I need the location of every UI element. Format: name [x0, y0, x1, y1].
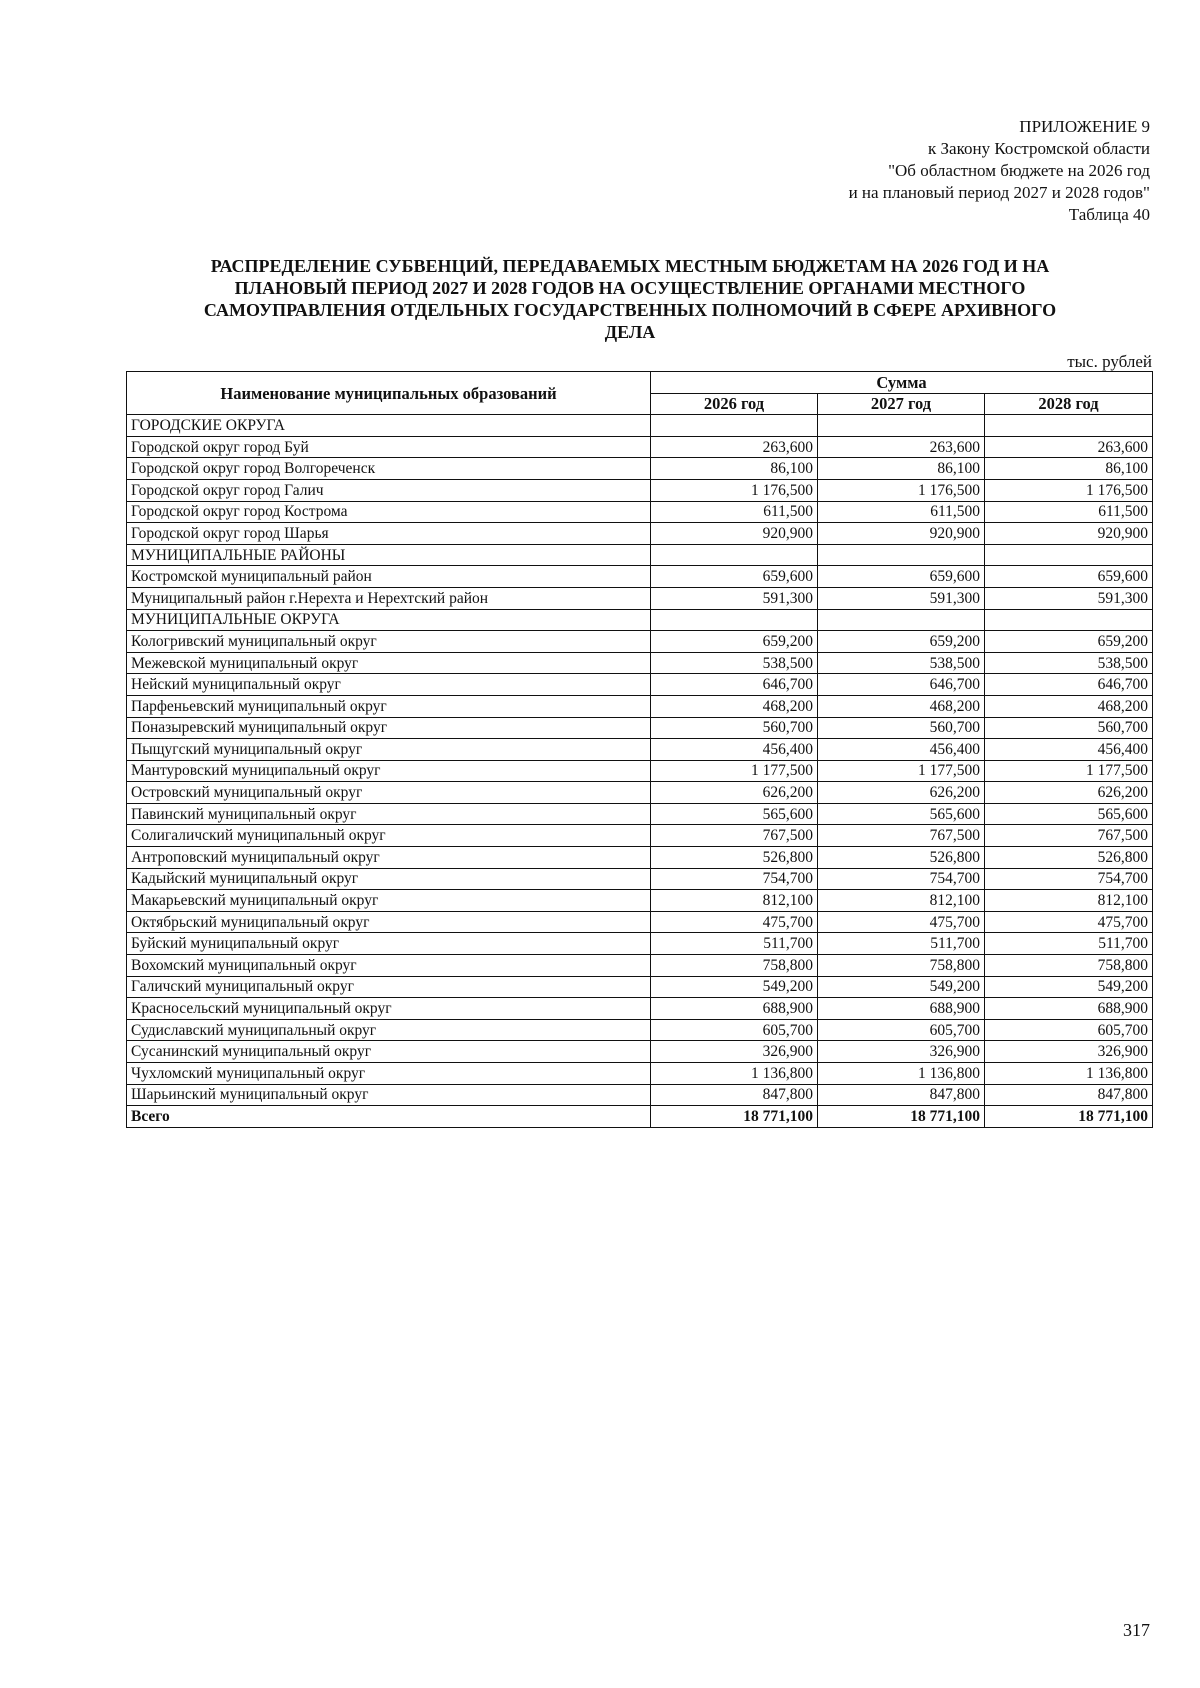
value-2028: 688,900 — [985, 998, 1153, 1020]
value-2028: 560,700 — [985, 717, 1153, 739]
row-name: Городской округ город Галич — [127, 479, 651, 501]
value-2026: 754,700 — [651, 868, 818, 890]
value-2026: 659,200 — [651, 631, 818, 653]
value-2028: 812,100 — [985, 890, 1153, 912]
value-2027: 688,900 — [818, 998, 985, 1020]
value-2026: 326,900 — [651, 1041, 818, 1063]
value-2027: 754,700 — [818, 868, 985, 890]
value-2028: 511,700 — [985, 933, 1153, 955]
value-2028: 920,900 — [985, 523, 1153, 545]
value-2027: 565,600 — [818, 803, 985, 825]
row-name: Парфеньевский муниципальный округ — [127, 695, 651, 717]
value-2027: 812,100 — [818, 890, 985, 912]
value-2028: 538,500 — [985, 652, 1153, 674]
table-row — [127, 695, 1153, 717]
value-2027 — [818, 544, 985, 566]
row-name: МУНИЦИПАЛЬНЫЕ ОКРУГА — [127, 609, 651, 631]
header-year-2027: 2027 год — [818, 393, 985, 415]
value-2028: 605,700 — [985, 1019, 1153, 1041]
table-row — [127, 1041, 1153, 1063]
value-2026 — [651, 609, 818, 631]
row-name: Мантуровский муниципальный округ — [127, 760, 651, 782]
header-name: Наименование муниципальных образований — [127, 372, 651, 415]
row-name: ГОРОДСКИЕ ОКРУГА — [127, 415, 651, 437]
row-name: Макарьевский муниципальный округ — [127, 890, 651, 912]
row-name: Городской округ город Буй — [127, 436, 651, 458]
row-name: Межевской муниципальный округ — [127, 652, 651, 674]
row-name: Островский муниципальный округ — [127, 782, 651, 804]
row-name: Октябрьский муниципальный округ — [127, 911, 651, 933]
table-row — [127, 415, 1153, 437]
value-2026: 659,600 — [651, 566, 818, 588]
value-2028 — [985, 415, 1153, 437]
total-2028: 18 771,100 — [985, 1106, 1153, 1128]
value-2027: 646,700 — [818, 674, 985, 696]
row-name: Городской округ город Шарья — [127, 523, 651, 545]
value-2027: 326,900 — [818, 1041, 985, 1063]
value-2028: 468,200 — [985, 695, 1153, 717]
value-2026: 86,100 — [651, 458, 818, 480]
value-2026: 1 176,500 — [651, 479, 818, 501]
table-row — [127, 631, 1153, 653]
value-2027: 659,200 — [818, 631, 985, 653]
value-2026: 456,400 — [651, 739, 818, 761]
value-2026: 565,600 — [651, 803, 818, 825]
table-row — [127, 782, 1153, 804]
page-number: 317 — [1123, 1620, 1150, 1640]
value-2027: 526,800 — [818, 847, 985, 869]
table-row — [127, 998, 1153, 1020]
total-2027: 18 771,100 — [818, 1106, 985, 1128]
value-2027: 86,100 — [818, 458, 985, 480]
value-2027: 538,500 — [818, 652, 985, 674]
value-2027: 560,700 — [818, 717, 985, 739]
units-label: тыс. рублей — [1067, 352, 1152, 371]
row-name: Галичский муниципальный округ — [127, 976, 651, 998]
value-2027: 605,700 — [818, 1019, 985, 1041]
value-2026: 646,700 — [651, 674, 818, 696]
row-name: Костромской муниципальный район — [127, 566, 651, 588]
row-name: Городской округ город Кострома — [127, 501, 651, 523]
header-year-2028: 2028 год — [985, 393, 1153, 415]
row-name: Поназыревский муниципальный округ — [127, 717, 651, 739]
value-2026: 626,200 — [651, 782, 818, 804]
table-row — [127, 717, 1153, 739]
value-2027: 758,800 — [818, 955, 985, 977]
row-name: Судиславский муниципальный округ — [127, 1019, 651, 1041]
table-row — [127, 652, 1153, 674]
value-2026: 605,700 — [651, 1019, 818, 1041]
row-name: МУНИЦИПАЛЬНЫЕ РАЙОНЫ — [127, 544, 651, 566]
value-2028: 86,100 — [985, 458, 1153, 480]
value-2026: 511,700 — [651, 933, 818, 955]
total-2026: 18 771,100 — [651, 1106, 818, 1128]
value-2027 — [818, 609, 985, 631]
value-2027: 468,200 — [818, 695, 985, 717]
table-row — [127, 760, 1153, 782]
value-2026: 526,800 — [651, 847, 818, 869]
value-2028: 754,700 — [985, 868, 1153, 890]
row-name: Павинский муниципальный округ — [127, 803, 651, 825]
value-2026 — [651, 544, 818, 566]
appendix-table-number: Таблица 40 — [1068, 205, 1150, 224]
value-2027: 847,800 — [818, 1084, 985, 1106]
value-2027: 456,400 — [818, 739, 985, 761]
value-2027: 1 177,500 — [818, 760, 985, 782]
value-2028: 549,200 — [985, 976, 1153, 998]
table-row — [127, 501, 1153, 523]
table-body — [127, 415, 1153, 1128]
table-row — [127, 890, 1153, 912]
row-name: Красносельский муниципальный округ — [127, 998, 651, 1020]
value-2026: 847,800 — [651, 1084, 818, 1106]
value-2026: 468,200 — [651, 695, 818, 717]
value-2028: 659,200 — [985, 631, 1153, 653]
value-2027: 611,500 — [818, 501, 985, 523]
value-2026: 560,700 — [651, 717, 818, 739]
table-row — [127, 1084, 1153, 1106]
table-row — [127, 587, 1153, 609]
value-2028: 758,800 — [985, 955, 1153, 977]
appendix-law-period: и на плановый период 2027 и 2028 годов" — [848, 183, 1150, 202]
value-2027: 659,600 — [818, 566, 985, 588]
table-row — [127, 955, 1153, 977]
value-2028: 1 136,800 — [985, 1063, 1153, 1085]
appendix-header — [849, 116, 1150, 226]
value-2026: 475,700 — [651, 911, 818, 933]
value-2028: 646,700 — [985, 674, 1153, 696]
table-row — [127, 739, 1153, 761]
value-2026: 538,500 — [651, 652, 818, 674]
value-2028: 263,600 — [985, 436, 1153, 458]
value-2027: 626,200 — [818, 782, 985, 804]
value-2027: 767,500 — [818, 825, 985, 847]
row-name: Буйский муниципальный округ — [127, 933, 651, 955]
value-2026: 812,100 — [651, 890, 818, 912]
value-2027: 920,900 — [818, 523, 985, 545]
value-2027: 549,200 — [818, 976, 985, 998]
value-2026: 591,300 — [651, 587, 818, 609]
table-row — [127, 609, 1153, 631]
value-2026: 767,500 — [651, 825, 818, 847]
title-line: ПЛАНОВЫЙ ПЕРИОД 2027 И 2028 ГОДОВ НА ОСУЩЕСТВЛЕНИЕ ОРГАНАМИ МЕСТНОГО — [234, 278, 1026, 298]
value-2028: 591,300 — [985, 587, 1153, 609]
table-row — [127, 523, 1153, 545]
table-row — [127, 544, 1153, 566]
table-row — [127, 458, 1153, 480]
value-2028: 326,900 — [985, 1041, 1153, 1063]
value-2026: 758,800 — [651, 955, 818, 977]
value-2028: 626,200 — [985, 782, 1153, 804]
value-2027: 475,700 — [818, 911, 985, 933]
row-name: Вохомский муниципальный округ — [127, 955, 651, 977]
table-row — [127, 566, 1153, 588]
value-2026: 1 177,500 — [651, 760, 818, 782]
table-row — [127, 1063, 1153, 1085]
subventions-table — [126, 371, 1153, 1128]
appendix-law-title: "Об областном бюджете на 2026 год — [888, 161, 1150, 180]
header-sum: Сумма — [651, 372, 1153, 394]
table-row — [127, 825, 1153, 847]
row-name: Солигаличский муниципальный округ — [127, 825, 651, 847]
row-name: Кологривский муниципальный округ — [127, 631, 651, 653]
value-2028: 1 176,500 — [985, 479, 1153, 501]
value-2028 — [985, 609, 1153, 631]
row-name: Городской округ город Волгореченск — [127, 458, 651, 480]
value-2027: 1 136,800 — [818, 1063, 985, 1085]
appendix-law-ref: к Закону Костромской области — [928, 139, 1150, 158]
value-2027: 1 176,500 — [818, 479, 985, 501]
table-row — [127, 1019, 1153, 1041]
title-line: ДЕЛА — [604, 322, 656, 342]
value-2026 — [651, 415, 818, 437]
row-name: Пыщугский муниципальный округ — [127, 739, 651, 761]
table-row — [127, 976, 1153, 998]
row-name: Муниципальный район г.Нерехта и Нерехтский район — [127, 587, 651, 609]
table-row — [127, 436, 1153, 458]
value-2026: 263,600 — [651, 436, 818, 458]
table-row — [127, 868, 1153, 890]
value-2026: 611,500 — [651, 501, 818, 523]
value-2027: 511,700 — [818, 933, 985, 955]
appendix-number: ПРИЛОЖЕНИЕ 9 — [1019, 117, 1150, 136]
total-row — [127, 1106, 1153, 1128]
total-label: Всего — [127, 1106, 651, 1128]
table-row — [127, 479, 1153, 501]
table-row — [127, 803, 1153, 825]
row-name: Сусанинский муниципальный округ — [127, 1041, 651, 1063]
row-name: Кадыйский муниципальный округ — [127, 868, 651, 890]
value-2028: 611,500 — [985, 501, 1153, 523]
table-row — [127, 847, 1153, 869]
value-2026: 688,900 — [651, 998, 818, 1020]
value-2028: 659,600 — [985, 566, 1153, 588]
value-2027: 263,600 — [818, 436, 985, 458]
value-2027 — [818, 415, 985, 437]
value-2026: 1 136,800 — [651, 1063, 818, 1085]
table-row — [127, 933, 1153, 955]
row-name: Нейский муниципальный округ — [127, 674, 651, 696]
value-2028: 847,800 — [985, 1084, 1153, 1106]
row-name: Шарьинский муниципальный округ — [127, 1084, 651, 1106]
value-2026: 549,200 — [651, 976, 818, 998]
value-2028 — [985, 544, 1153, 566]
value-2028: 1 177,500 — [985, 760, 1153, 782]
header-year-2026: 2026 год — [651, 393, 818, 415]
row-name: Чухломский муниципальный округ — [127, 1063, 651, 1085]
document-title — [140, 255, 1120, 343]
value-2028: 526,800 — [985, 847, 1153, 869]
value-2028: 565,600 — [985, 803, 1153, 825]
row-name: Антроповский муниципальный округ — [127, 847, 651, 869]
table-row — [127, 674, 1153, 696]
value-2027: 591,300 — [818, 587, 985, 609]
title-line: РАСПРЕДЕЛЕНИЕ СУБВЕНЦИЙ, ПЕРЕДАВАЕМЫХ МЕСТНЫМ БЮДЖЕТАМ НА 2026 ГОД И НА — [210, 256, 1050, 276]
title-line: САМОУПРАВЛЕНИЯ ОТДЕЛЬНЫХ ГОСУДАРСТВЕННЫХ ПОЛНОМОЧИЙ В СФЕРЕ АРХИВНОГО — [203, 300, 1057, 320]
value-2028: 767,500 — [985, 825, 1153, 847]
value-2028: 456,400 — [985, 739, 1153, 761]
value-2026: 920,900 — [651, 523, 818, 545]
table-row — [127, 911, 1153, 933]
value-2028: 475,700 — [985, 911, 1153, 933]
